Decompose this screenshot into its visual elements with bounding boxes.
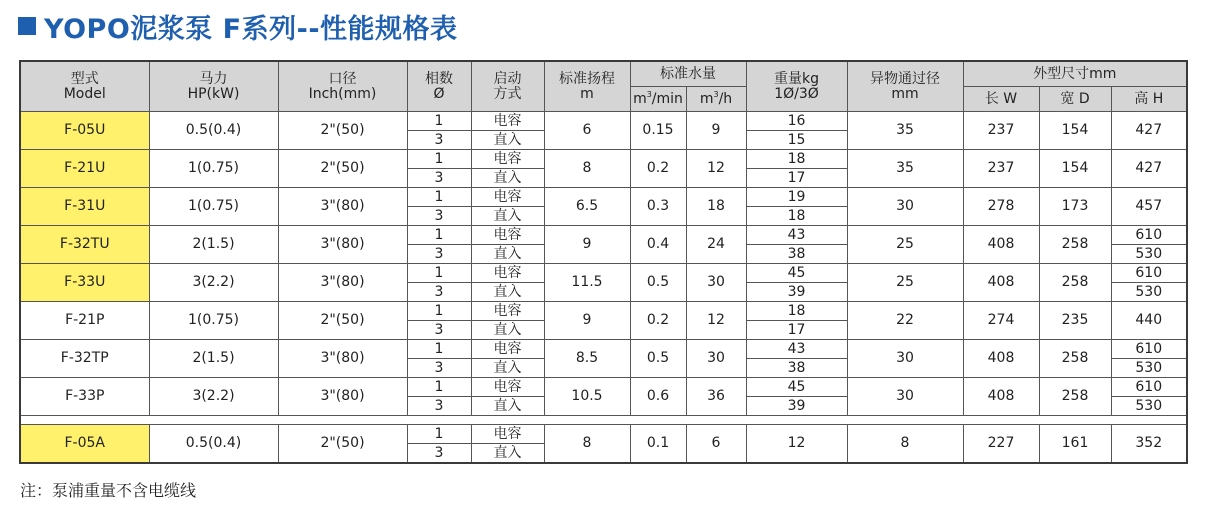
cell-dim-h: 427 — [1111, 150, 1187, 188]
cell-dim-d: 154 — [1039, 150, 1111, 188]
cell-inch: 2"(50) — [278, 425, 407, 464]
table-row — [20, 188, 1187, 207]
cell-solids: 35 — [847, 112, 963, 150]
header-dim-w: 长 W — [963, 87, 1039, 112]
cell-head: 9 — [544, 226, 630, 264]
cell-m3min: 0.5 — [630, 340, 686, 378]
cell-dim-w: 408 — [963, 264, 1039, 302]
header-dim-h: 高 H — [1111, 87, 1187, 112]
cell-hp: 0.5(0.4) — [149, 112, 278, 150]
cell-dim-h: 352 — [1111, 425, 1187, 464]
cell-dim-w: 408 — [963, 340, 1039, 378]
cell-head: 8 — [544, 425, 630, 464]
cell-dim-w: 408 — [963, 226, 1039, 264]
cell-m3min: 0.15 — [630, 112, 686, 150]
cell-weight: 43 — [746, 226, 847, 245]
cell-hp: 0.5(0.4) — [149, 425, 278, 464]
cell-hp: 3(2.2) — [149, 264, 278, 302]
cell-model: F-05U — [20, 112, 149, 150]
header-head: 标准扬程 m — [544, 61, 630, 112]
cell-weight: 38 — [746, 359, 847, 378]
cell-model: F-05A — [20, 425, 149, 464]
cell-phase: 1 — [407, 302, 471, 321]
cell-m3min: 0.1 — [630, 425, 686, 464]
table-row — [20, 150, 1187, 169]
cell-start: 电容 — [471, 188, 544, 207]
cell-solids: 30 — [847, 188, 963, 226]
cell-start: 电容 — [471, 150, 544, 169]
page-title-text: YOPO泥浆泵 F系列--性能规格表 — [44, 13, 458, 45]
cell-hp: 2(1.5) — [149, 340, 278, 378]
table-gap — [20, 416, 1187, 425]
header-solids: 异物通过径 mm — [847, 61, 963, 112]
cell-start: 电容 — [471, 340, 544, 359]
cell-m3h: 9 — [686, 112, 746, 150]
cell-start: 直入 — [471, 207, 544, 226]
cell-head: 10.5 — [544, 378, 630, 416]
cell-weight: 18 — [746, 302, 847, 321]
cell-phase: 3 — [407, 444, 471, 464]
cell-m3h: 36 — [686, 378, 746, 416]
cell-phase: 3 — [407, 359, 471, 378]
header-flow-m3min: $m^3/\min$ — [630, 87, 686, 112]
table-row — [20, 378, 1187, 397]
header-model: 型式 Model — [20, 61, 149, 112]
cell-dim-h: 530 — [1111, 397, 1187, 416]
cell-solids: 22 — [847, 302, 963, 340]
cell-weight: 16 — [746, 112, 847, 131]
cell-solids: 8 — [847, 425, 963, 464]
footnote: 注：泵浦重量不含电缆线 — [20, 481, 197, 500]
cell-phase: 1 — [407, 378, 471, 397]
header-flow: 标准水量 — [630, 61, 746, 87]
cell-m3min: 0.6 — [630, 378, 686, 416]
cell-dim-h: 530 — [1111, 283, 1187, 302]
cell-solids: 25 — [847, 226, 963, 264]
cell-m3min: 0.2 — [630, 150, 686, 188]
cell-hp: 3(2.2) — [149, 378, 278, 416]
cell-dim-w: 227 — [963, 425, 1039, 464]
spec-table — [19, 60, 1188, 464]
cell-m3min: 0.4 — [630, 226, 686, 264]
header-flow-m3h: $m^3/h$ — [686, 87, 746, 112]
cell-solids: 35 — [847, 150, 963, 188]
cell-model: F-31U — [20, 188, 149, 226]
cell-m3min: 0.2 — [630, 302, 686, 340]
cell-dim-d: 173 — [1039, 188, 1111, 226]
cell-phase: 1 — [407, 150, 471, 169]
cell-m3min: 0.5 — [630, 264, 686, 302]
cell-phase: 1 — [407, 226, 471, 245]
cell-head: 6.5 — [544, 188, 630, 226]
cell-dim-d: 258 — [1039, 340, 1111, 378]
cell-weight: 38 — [746, 245, 847, 264]
cell-start: 电容 — [471, 226, 544, 245]
cell-start: 电容 — [471, 112, 544, 131]
cell-inch: 2"(50) — [278, 302, 407, 340]
cell-m3h: 18 — [686, 188, 746, 226]
cell-weight: 39 — [746, 283, 847, 302]
cell-weight: 15 — [746, 131, 847, 150]
cell-weight: 39 — [746, 397, 847, 416]
cell-weight: 17 — [746, 321, 847, 340]
cell-weight: 19 — [746, 188, 847, 207]
cell-phase: 3 — [407, 245, 471, 264]
cell-inch: 3"(80) — [278, 340, 407, 378]
cell-hp: 1(0.75) — [149, 188, 278, 226]
table-row — [20, 226, 1187, 245]
cell-dim-h: 440 — [1111, 302, 1187, 340]
cell-phase: 1 — [407, 425, 471, 444]
table-gap-cell — [20, 416, 1187, 425]
cell-dim-h: 427 — [1111, 112, 1187, 150]
cell-start: 电容 — [471, 302, 544, 321]
cell-start: 电容 — [471, 378, 544, 397]
cell-dim-w: 408 — [963, 378, 1039, 416]
cell-m3min: 0.3 — [630, 188, 686, 226]
header-dims: 外型尺寸mm — [963, 61, 1187, 87]
cell-phase: 3 — [407, 169, 471, 188]
cell-phase: 1 — [407, 264, 471, 283]
table-row — [20, 112, 1187, 131]
cell-model: F-32TU — [20, 226, 149, 264]
cell-dim-h: 530 — [1111, 359, 1187, 378]
cell-solids: 30 — [847, 340, 963, 378]
cell-start: 直入 — [471, 359, 544, 378]
title-square-icon — [18, 17, 36, 35]
cell-dim-d: 161 — [1039, 425, 1111, 464]
cell-head: 9 — [544, 302, 630, 340]
cell-phase: 1 — [407, 340, 471, 359]
cell-phase: 3 — [407, 397, 471, 416]
header-start: 启动 方式 — [471, 61, 544, 112]
cell-inch: 3"(80) — [278, 226, 407, 264]
cell-inch: 3"(80) — [278, 378, 407, 416]
cell-m3h: 30 — [686, 340, 746, 378]
cell-model: F-32TP — [20, 340, 149, 378]
cell-start: 直入 — [471, 169, 544, 188]
cell-model: F-21P — [20, 302, 149, 340]
cell-start: 电容 — [471, 264, 544, 283]
cell-dim-d: 258 — [1039, 378, 1111, 416]
cell-start: 直入 — [471, 131, 544, 150]
table-row — [20, 264, 1187, 283]
cell-phase: 3 — [407, 283, 471, 302]
header-inch: 口径 Inch(mm) — [278, 61, 407, 112]
cell-phase: 3 — [407, 207, 471, 226]
cell-dim-d: 258 — [1039, 226, 1111, 264]
cell-dim-h: 457 — [1111, 188, 1187, 226]
cell-weight: 45 — [746, 378, 847, 397]
cell-inch: 3"(80) — [278, 264, 407, 302]
cell-dim-w: 278 — [963, 188, 1039, 226]
cell-phase: 1 — [407, 112, 471, 131]
cell-hp: 1(0.75) — [149, 150, 278, 188]
cell-dim-h: 530 — [1111, 245, 1187, 264]
table-row — [20, 340, 1187, 359]
cell-start: 直入 — [471, 397, 544, 416]
cell-m3h: 6 — [686, 425, 746, 464]
cell-model: F-21U — [20, 150, 149, 188]
cell-dim-h: 610 — [1111, 340, 1187, 359]
cell-m3h: 12 — [686, 150, 746, 188]
cell-hp: 1(0.75) — [149, 302, 278, 340]
cell-weight: 18 — [746, 150, 847, 169]
cell-inch: 2"(50) — [278, 112, 407, 150]
cell-phase: 3 — [407, 131, 471, 150]
cell-inch: 2"(50) — [278, 150, 407, 188]
cell-phase: 1 — [407, 188, 471, 207]
cell-m3h: 30 — [686, 264, 746, 302]
cell-dim-d: 258 — [1039, 264, 1111, 302]
cell-weight: 45 — [746, 264, 847, 283]
cell-phase: 3 — [407, 321, 471, 340]
page-title — [18, 6, 458, 46]
header-weight: 重量kg 1Ø/3Ø — [746, 61, 847, 112]
cell-hp: 2(1.5) — [149, 226, 278, 264]
cell-start: 直入 — [471, 444, 544, 464]
header-dim-d: 宽 D — [1039, 87, 1111, 112]
header-phase: 相数 Ø — [407, 61, 471, 112]
cell-dim-w: 237 — [963, 112, 1039, 150]
cell-m3h: 24 — [686, 226, 746, 264]
cell-dim-h: 610 — [1111, 226, 1187, 245]
table-row — [20, 425, 1187, 444]
cell-dim-d: 154 — [1039, 112, 1111, 150]
cell-model: F-33U — [20, 264, 149, 302]
cell-head: 11.5 — [544, 264, 630, 302]
cell-head: 6 — [544, 112, 630, 150]
table-row — [20, 302, 1187, 321]
cell-dim-w: 237 — [963, 150, 1039, 188]
cell-inch: 3"(80) — [278, 188, 407, 226]
cell-m3h: 12 — [686, 302, 746, 340]
cell-start: 直入 — [471, 321, 544, 340]
cell-head: 8 — [544, 150, 630, 188]
header-hp: 马力 HP(kW) — [149, 61, 278, 112]
cell-dim-h: 610 — [1111, 264, 1187, 283]
cell-start: 直入 — [471, 245, 544, 264]
cell-start: 直入 — [471, 283, 544, 302]
cell-dim-w: 274 — [963, 302, 1039, 340]
cell-dim-d: 235 — [1039, 302, 1111, 340]
cell-weight: 12 — [746, 425, 847, 464]
cell-model: F-33P — [20, 378, 149, 416]
cell-dim-h: 610 — [1111, 378, 1187, 397]
cell-solids: 30 — [847, 378, 963, 416]
cell-weight: 17 — [746, 169, 847, 188]
cell-head: 8.5 — [544, 340, 630, 378]
cell-solids: 25 — [847, 264, 963, 302]
cell-weight: 18 — [746, 207, 847, 226]
cell-weight: 43 — [746, 340, 847, 359]
cell-start: 电容 — [471, 425, 544, 444]
